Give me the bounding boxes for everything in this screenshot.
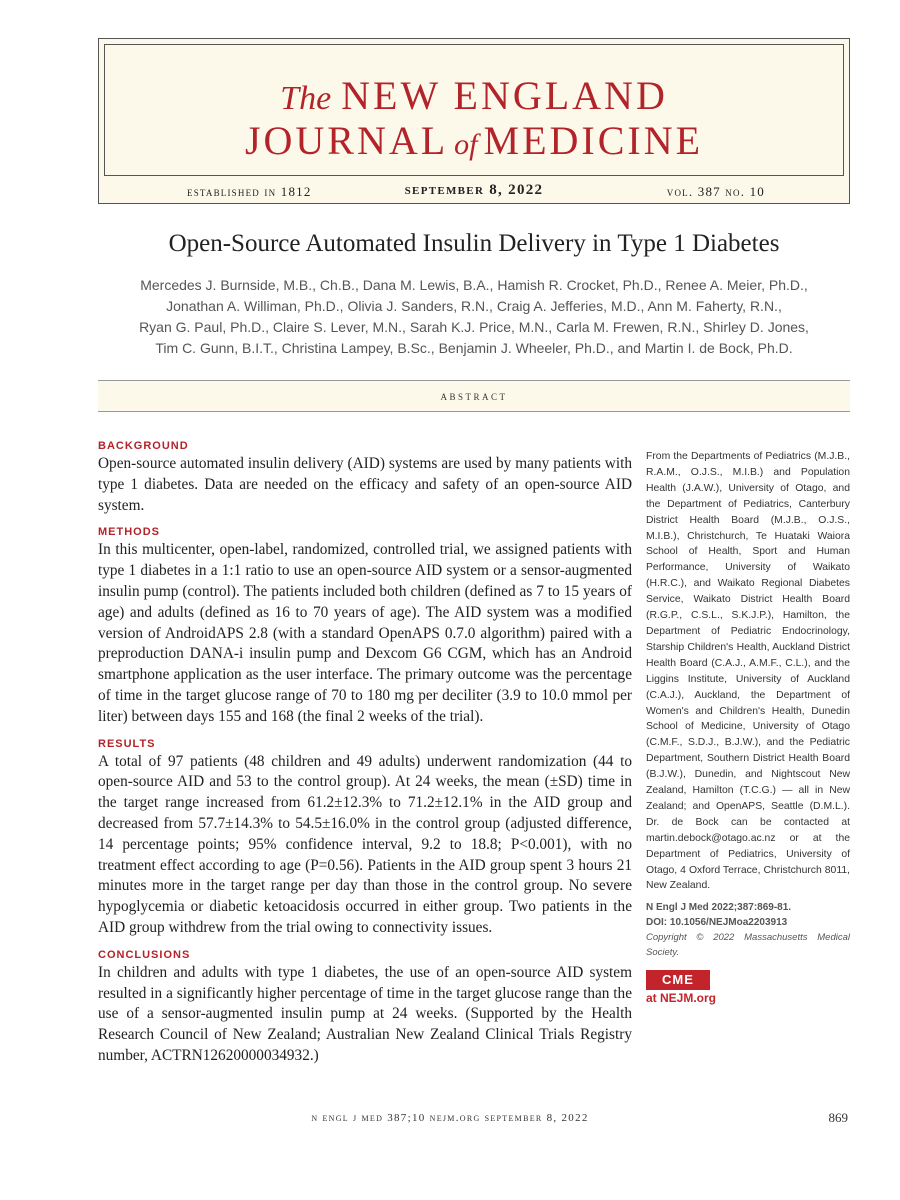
- copyright-notice: Copyright © 2022 Massachusetts Medical Society.: [646, 932, 850, 959]
- results-text: A total of 97 patients (48 children and 49 adults) underwent randomization (44 to open-source AID and 53 to the control group). At 24 weeks, the mean (±SD) time in the target range increased from 61.2±12.3% to 71.2±12.1% in the AID group and decreased from 57.7±14.3% to 54.5±16.0% in the control group (adjusted difference, 14 percentage points; 95% confidence interval, 9.2 to 18.8; P<0.001), with no treatment effect according to age (P=0.56). Patients in the AID group spent 3 hours 21 minutes more in the target range per day than those in the control group. No severe hypoglycemia or diabetic ketoacidosis occurred in either group. Two patients in the AID group withdrew from the trial owing to connectivity issues.: [98, 752, 632, 936]
- issue-date: september 8, 2022: [404, 182, 544, 198]
- masthead-new-england: NEW ENGLAND: [341, 73, 668, 118]
- masthead-line-2: [105, 119, 843, 167]
- journal-citation: N Engl J Med 2022;387:869-81.: [646, 902, 792, 914]
- affiliations: From the Departments of Pediatrics (M.J.B., R.A.M., O.J.S., M.I.B.) and Population Health (J.A.W.), University of Otago, and the Department of Pediatrics, Canterbury District Health Board (M.J.B., O.J.S., M.I.B.), Christchurch, Te Huataki Waiora School of Health, Sport and Human Performance, University of Waikato (H.R.C.), and Waikato Regional Diabetes Service, Waikato District Health Board (R.G.P., C.S.L., S.K.J.P.), Hamilton, the Department of Pediatric Endocrinology, Starship Children's Health, Auckland District Health Board (C.A.J., A.M.F., C.L.), and the Liggins Institute, University of Auckland (C.A.J.), Auckland, the Department of Women's and Children's Health, Dunedin School of Medicine, University of Otago (C.M.F., S.D.J., B.J.W.), and the Pediatric Department, Southern District Health Board (B.J.W.), Dunedin, and Nightscout New Zealand, Hamilton (T.C.G.) — all in New Zealand; and OpenAPS, Seattle (D.M.L.). Dr. de Bock can be contacted at martin.debock@otago.ac.nz or at the Department of Pediatrics, University of Otago, 4 Oxford Terrace, Christchurch 8011, New Zealand.: [646, 451, 850, 892]
- citation: [646, 900, 850, 930]
- background-text: Open-source automated insulin delivery (AID) systems are used by many patients with type 1 diabetes. Data are needed on the efficacy and safety of an open-source AID system.: [98, 455, 632, 514]
- conclusions-text: In children and adults with type 1 diabetes, the use of an open-source AID system resulted in a significantly higher percentage of time in the target glucose range than the use of a sensor-augmented insulin pump at 24 weeks. (Supported by the Health Research Council of New Zealand; Australian New Zealand Clinical Trials Registry number, ACTRN12620000034932.): [98, 963, 632, 1064]
- masthead-line-1: [105, 74, 843, 121]
- author-line: Jonathan A. Williman, Ph.D., Olivia J. Sanders, R.N., Craig A. Jefferies, M.D., Ann M. Faherty, R.N.,: [166, 298, 782, 314]
- results-heading: RESULTS: [98, 737, 156, 750]
- volume-number: vol. 387 no. 10: [666, 184, 765, 199]
- page-footer: [0, 1112, 900, 1124]
- article-title: Open-Source Automated Insulin Delivery in Type 1 Diabetes: [168, 230, 780, 257]
- cme-label[interactable]: CME: [646, 970, 710, 990]
- abstract-heading: abstract: [440, 388, 508, 403]
- page-number: 869: [828, 1110, 848, 1125]
- methods-heading: METHODS: [98, 526, 160, 539]
- author-line: Mercedes J. Burnside, M.B., Ch.B., Dana M. Lewis, B.A., Hamish R. Crocket, Ph.D., Renee A. Meier, Ph.D.,: [140, 277, 808, 293]
- masthead-medicine: MEDICINE: [483, 118, 704, 163]
- author-line: Ryan G. Paul, Ph.D., Claire S. Lever, M.N., Sarah K.J. Price, M.N., Carla M. Frewen, R.N., Shirley D. Jones,: [139, 319, 809, 335]
- author-line: Tim C. Gunn, B.I.T., Christina Lampey, B.Sc., Benjamin J. Wheeler, Ph.D., and Martin I. de Bock, Ph.D.: [155, 340, 793, 356]
- masthead-journal: JOURNAL: [244, 118, 449, 163]
- cme-badge[interactable]: [646, 970, 716, 1007]
- masthead-of: of: [454, 128, 478, 161]
- masthead-frame: [104, 44, 844, 176]
- established-label: established in 1812: [187, 184, 312, 199]
- cme-sublabel[interactable]: at NEJM.org: [646, 991, 717, 1006]
- conclusions-heading: CONCLUSIONS: [98, 948, 191, 961]
- running-footer: n engl j med 387;10 nejm.org september 8, 2022: [311, 1112, 589, 1124]
- masthead-the: The: [280, 80, 332, 117]
- masthead-subline: [99, 182, 849, 200]
- sidebar: [646, 449, 850, 1008]
- methods-text: In this multicenter, open-label, randomized, controlled trial, we assigned patients with type 1 diabetes in a 1:1 ratio to use an open-source AID system or a sensor-augmented insulin pump (control). The patients included both children (defined as 7 to 15 years of age) and adults (defined as 16 to 70 years of age). The AID system was a modified version of AndroidAPS 2.8 (with a standard OpenAPS 0.7.0 algorithm) paired with a preproduction DANA-i insulin pump and Dexcom G6 CGM, which has an Android smartphone application as the user interface. The primary outcome was the percentage of time in the target glucose range of 70 to 180 mg per deciliter (3.9 to 10.0 mmol per liter) between days 155 and 168 (the final 2 weeks of the trial).: [98, 541, 632, 725]
- doi-link[interactable]: DOI: 10.1056/NEJMoa2203913: [646, 917, 788, 929]
- abstract-bar: [98, 380, 850, 412]
- masthead: [98, 38, 850, 204]
- background-heading: BACKGROUND: [98, 440, 189, 452]
- author-list: [112, 275, 836, 359]
- abstract-body: [98, 430, 632, 1067]
